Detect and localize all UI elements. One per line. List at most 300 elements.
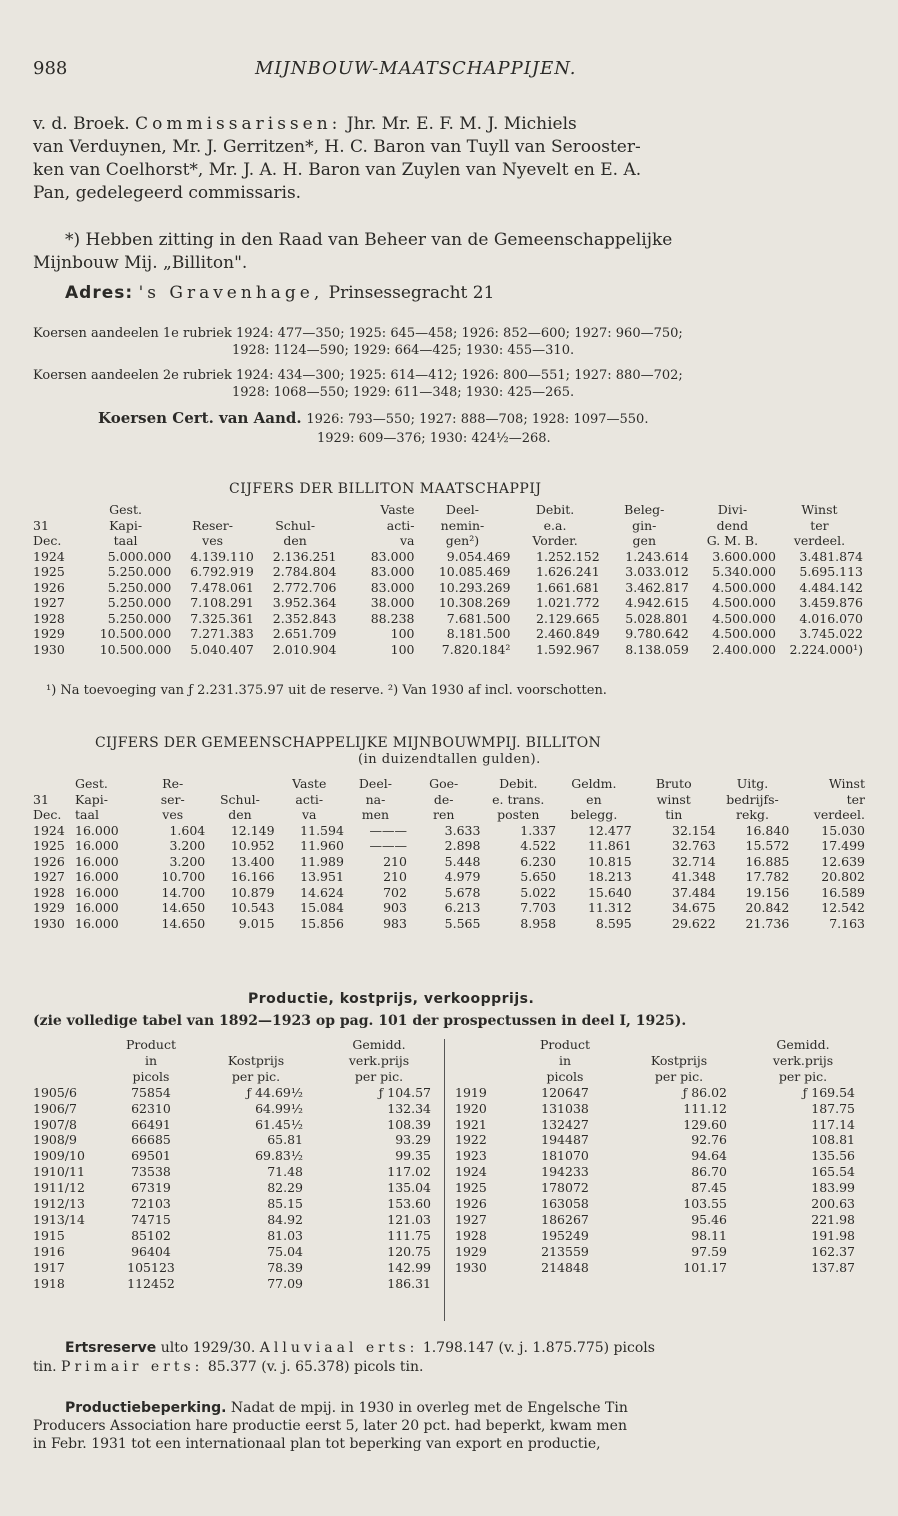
table-cell: verdeel. (793, 533, 846, 548)
table-cell: 153.60 (387, 1196, 431, 1212)
table-cell: 11.312 (587, 900, 632, 915)
table-cell: 31 (33, 517, 49, 533)
table-cell: 83.000 (370, 548, 415, 564)
table-cell: 132.34 (387, 1100, 431, 1116)
table-cell: 214848 (541, 1259, 589, 1275)
table-cell: 11.989 (300, 853, 344, 869)
table1-title: CIJFERS DER BILLITON MAATSCHAPPIJ (229, 481, 542, 497)
table-cell: 10.293.269 (438, 579, 511, 595)
table-cell: 10.543 (230, 900, 275, 915)
table-row (455, 1101, 867, 1117)
table-cell: 5.040.407 (190, 641, 254, 657)
table-cell: Divi- (717, 502, 748, 517)
table-cell: 12.639 (821, 853, 865, 869)
table-row (33, 611, 863, 627)
table-cell: 74715 (131, 1211, 171, 1227)
address-label: Adres: (65, 283, 134, 303)
table-row (33, 1117, 443, 1133)
ertsreserve-label: Ertsreserve (65, 1340, 157, 1356)
table-cell: 1920 (455, 1100, 487, 1116)
table-cell: 5.250.000 (107, 610, 172, 626)
table-cell: 16.000 (75, 838, 119, 853)
table-cell: 82.29 (267, 1180, 303, 1196)
table-cell: 16.840 (745, 822, 790, 838)
table-cell: 1928 (33, 884, 65, 900)
table-cell: 1921 (455, 1116, 487, 1132)
table-cell: 5.250.000 (107, 595, 172, 610)
koersen-cert-line-2: 1929: 609—376; 1930: 424½—268. (317, 431, 551, 446)
table-row (33, 1180, 443, 1196)
table-cell: Geldm. (571, 776, 617, 791)
table-cell: acti- (295, 791, 324, 807)
table-cell: 2.898 (444, 838, 481, 853)
table-cell: Dec. (33, 807, 62, 822)
table-cell: Product (540, 1037, 590, 1052)
table-cell: 120.75 (387, 1243, 431, 1259)
table-cell: 87.45 (691, 1180, 727, 1196)
table-cell: 3.481.874 (799, 548, 863, 564)
table-cell: men (361, 807, 390, 822)
table-cell: 213559 (541, 1243, 589, 1259)
table-cell: 1927 (455, 1211, 487, 1227)
table-cell: 1.626.241 (536, 564, 600, 579)
table-cell: 88.238 (370, 610, 415, 626)
koersen-cert-line (98, 409, 648, 427)
table-cell: 1928 (455, 1227, 487, 1243)
table-cell: Schul- (219, 791, 260, 807)
table-cell: 20.842 (745, 900, 790, 915)
table-cell: 200.63 (811, 1196, 855, 1212)
table-cell: gin- (632, 517, 657, 533)
table-cell: 16.000 (75, 869, 119, 884)
table-cell: Vaste (380, 502, 415, 517)
table-cell: 17.782 (745, 869, 790, 884)
table-cell: 2.784.804 (272, 564, 337, 579)
table-cell: 64.99½ (255, 1100, 303, 1116)
table-row (33, 1132, 443, 1148)
table-cell: 121.03 (387, 1211, 431, 1227)
table-cell: 16.000 (75, 853, 119, 869)
table-cell: 1912/13 (33, 1196, 85, 1212)
table-cell: 16.589 (821, 884, 865, 900)
table-row (33, 626, 863, 642)
table2-title: CIJFERS DER GEMEENSCHAPPELIJKE MIJNBOUWMPIJ. BILLITON (95, 735, 602, 751)
table-cell (254, 502, 337, 518)
table-cell: en (586, 791, 602, 807)
table-row (33, 838, 865, 854)
table-cell: 41.348 (672, 869, 716, 884)
table-cell: Product (126, 1037, 176, 1052)
table-cell: 81.03 (267, 1227, 303, 1243)
alluviaal-label: Alluviaal erts: (259, 1340, 419, 1356)
table-row (33, 1228, 443, 1244)
table-row (33, 564, 863, 580)
table-cell: 2.772.706 (272, 579, 337, 595)
table-cell: 3.200 (169, 838, 206, 853)
table-cell: 5.000.000 (107, 548, 172, 564)
table-cell: 98.11 (691, 1227, 727, 1243)
address-city: 's Gravenhage, (138, 283, 324, 303)
table-cell: e.a. (543, 517, 567, 533)
table-cell: 210 (383, 869, 407, 884)
table-row (33, 549, 863, 565)
productiebeperking-line-3: in Febr. 1931 tot een internationaal plan tot beperking van export en productie, (33, 1436, 601, 1452)
table-cell: Debit. (535, 502, 575, 517)
table-cell: 4.500.000 (712, 595, 776, 610)
table-cell (33, 1053, 105, 1069)
table-row (455, 1212, 867, 1228)
intro-line-2: van Verduynen, Mr. J. Gerritzen*, H. C. Baron van Tuyll van Serooster- (33, 137, 641, 157)
table-cell: 14.650 (161, 915, 206, 931)
table-cell: 3.633 (444, 822, 481, 838)
table-cell: 191.98 (811, 1227, 855, 1243)
table-cell: 1.021.772 (536, 595, 600, 610)
table-row (33, 1196, 443, 1212)
table-cell: 10.085.469 (438, 564, 511, 579)
table-row (33, 1260, 443, 1276)
table-cell: va (302, 807, 317, 822)
table-cell: 132427 (541, 1116, 589, 1132)
table-cell: 94.64 (691, 1148, 727, 1164)
address-line (65, 282, 494, 305)
table-header-row (33, 518, 863, 534)
table-cell: 10.500.000 (99, 626, 172, 641)
table-cell: 1905/6 (33, 1084, 77, 1100)
koersen-2-line-b: 1928: 1068—550; 1929: 611—348; 1930: 425—265. (232, 385, 575, 400)
table-cell: 16.000 (75, 822, 119, 838)
table-cell: verdeel. (813, 807, 865, 822)
table-row (455, 1196, 867, 1212)
table-cell: 10.500.000 (99, 641, 172, 657)
table-cell: 2.136.251 (272, 548, 337, 564)
table-cell: 67319 (131, 1180, 171, 1196)
table-cell: 1930 (33, 915, 65, 931)
table-cell: de- (433, 791, 454, 807)
table-cell: 13.951 (300, 869, 344, 884)
table-cell: 2.651.709 (272, 626, 337, 641)
table-cell (197, 1037, 315, 1053)
table-cell: 1.604 (169, 822, 206, 838)
table3-subtitle: (zie volledige tabel van 1892—1923 op pag. 101 der prospectussen in deel I, 1925). (33, 1013, 687, 1029)
table-cell: ƒ 104.57 (378, 1084, 431, 1100)
table-cell: 9.780.642 (625, 626, 689, 641)
table-cell (33, 1037, 105, 1053)
table-cell: 5.340.000 (712, 564, 776, 579)
page-title: MIJNBOUW-MAATSCHAPPIJEN. (255, 58, 577, 79)
table-cell: 1911/12 (33, 1180, 85, 1196)
table-cell: 1929 (455, 1243, 487, 1259)
table-cell: 1909/10 (33, 1148, 85, 1164)
table-cell: acti- (386, 517, 415, 533)
table-cell: Kapi- (75, 791, 109, 807)
table-header-row (33, 533, 863, 549)
table-cell: Kostprijs (227, 1052, 285, 1068)
table-cell: bedrijfs- (726, 791, 779, 807)
table-cell: 77.09 (267, 1275, 303, 1291)
table-cell: 4.942.615 (625, 595, 689, 610)
table-cell: va (399, 533, 415, 548)
productiebeperking-text: Nadat de mpij. in 1930 in overleg met de Engelsche Tin (230, 1400, 628, 1416)
table-cell: 103.55 (683, 1196, 727, 1212)
intro-text: v. d. Broek. (33, 114, 130, 134)
table-row (455, 1132, 867, 1148)
table-cell: 1915 (33, 1227, 65, 1243)
table-cell: 162.37 (811, 1243, 855, 1259)
table-cell: Vorder. (532, 533, 578, 548)
table-cell: 3.459.876 (799, 595, 863, 610)
table-cell: 1927 (33, 595, 65, 610)
table-cell: 112452 (127, 1275, 175, 1291)
table-row (33, 1164, 443, 1180)
table-cell: 117.14 (811, 1116, 855, 1132)
table-cell: 97.59 (691, 1243, 727, 1259)
table-cell: 2.224.000¹) (789, 641, 863, 657)
table-cell: 186.31 (387, 1275, 431, 1291)
table-cell: 86.70 (691, 1164, 727, 1180)
table-cell: 100 (390, 626, 415, 641)
address-street: Prinsessegracht 21 (328, 283, 495, 303)
table-cell: G. M. B. (706, 533, 759, 548)
table-cell: Winst (828, 776, 865, 791)
ertsreserve-text: 85.377 (v. j. 65.378) picols tin. (207, 1359, 424, 1375)
table-cell: 1930 (455, 1259, 487, 1275)
table-cell: 178072 (541, 1180, 589, 1196)
table-cell: den (228, 807, 252, 822)
table-cell: ves (162, 807, 184, 822)
table-cell: in (144, 1052, 158, 1068)
table-cell (619, 1037, 739, 1053)
table-cell: 85.15 (267, 1196, 303, 1212)
table-cell: verk.prijs (772, 1052, 834, 1068)
table-cell: 7.703 (520, 900, 557, 915)
ertsreserve-text: tin. (33, 1359, 57, 1375)
table-cell: 10.815 (587, 853, 632, 869)
table-cell (455, 1053, 511, 1069)
table-row (33, 900, 865, 916)
table-row (33, 1101, 443, 1117)
table-row (33, 916, 865, 932)
table-cell: 10.879 (230, 884, 275, 900)
table-cell: 16.166 (230, 869, 275, 884)
ertsreserve-text: 1.798.147 (v. j. 1.875.775) picols (422, 1340, 655, 1356)
table-header-row (33, 792, 865, 808)
table-cell: Deel- (358, 776, 392, 791)
table-cell (33, 502, 80, 518)
table-cell: Reser- (192, 517, 233, 533)
table-cell: 983 (383, 915, 407, 931)
table-header-row (33, 1069, 443, 1085)
table-cell: 5.650 (520, 869, 557, 884)
table-cell: 111.12 (683, 1100, 727, 1116)
table-cell: 1.252.152 (536, 548, 600, 564)
table-cell: 4.500.000 (712, 610, 776, 626)
table-cell: 7.681.500 (446, 610, 511, 626)
table-cell: 12.149 (230, 822, 275, 838)
table2-subtitle: (in duizendtallen gulden). (358, 752, 541, 767)
table-cell: 14.650 (161, 900, 206, 915)
table-cell: 2.400.000 (712, 641, 776, 657)
table-cell: 7.478.061 (190, 579, 254, 595)
table-cell: 1925 (33, 564, 65, 579)
table-cell: ——— (369, 822, 407, 838)
table-cell: 3.952.364 (272, 595, 337, 610)
table-cell: per pic. (778, 1068, 828, 1084)
table-cell: 78.39 (267, 1259, 303, 1275)
table-cell: 101.17 (683, 1259, 727, 1275)
table-row (455, 1085, 867, 1101)
table-cell: 15.640 (587, 884, 632, 900)
table-cell: ——— (369, 838, 407, 853)
table-cell: e. trans. (492, 791, 545, 807)
table-cell: 75.04 (267, 1243, 303, 1259)
table-header-row (455, 1053, 867, 1069)
table-cell: Beleg- (624, 502, 665, 517)
table-cell: 14.624 (300, 884, 344, 900)
table-cell: 5.565 (444, 915, 481, 931)
table-row (33, 1148, 443, 1164)
table-cell: 10.700 (161, 869, 206, 884)
table-cell: 5.022 (520, 884, 557, 900)
table-header-row (455, 1069, 867, 1085)
table-cell: in (558, 1052, 572, 1068)
table-cell: 1919 (455, 1084, 487, 1100)
koersen-2-line-a: Koersen aandeelen 2e rubriek 1924: 434—300; 1925: 614—412; 1926: 800—551; 1927: 880—702; (33, 368, 683, 383)
table-cell: 1923 (455, 1148, 487, 1164)
table-cell: 1910/11 (33, 1164, 85, 1180)
table-row (33, 1085, 443, 1101)
table-cell: 17.499 (821, 838, 865, 853)
table-cell: 15.084 (300, 900, 344, 915)
table-cell: 7.108.291 (190, 595, 254, 610)
table-cell: 1922 (455, 1132, 487, 1148)
table-cell: 1.243.614 (625, 548, 689, 564)
table-cell: nemin- (440, 517, 485, 533)
table-cell: tin (665, 807, 683, 822)
table-cell: 6.213 (444, 900, 481, 915)
table-cell: picols (132, 1068, 170, 1084)
note-line-1: *) Hebben zitting in den Raad van Beheer van de Gemeenschappelijke (65, 230, 673, 250)
table-cell: 66491 (131, 1116, 171, 1132)
table-cell: 1930 (33, 641, 65, 657)
table-cell: 1925 (455, 1180, 487, 1196)
table-cell: 7.163 (829, 915, 865, 931)
table-cell (205, 776, 274, 792)
table-cell: 129.60 (683, 1116, 727, 1132)
table-cell: 16.000 (75, 884, 119, 900)
table-cell: 4.139.110 (190, 548, 254, 564)
intro-line-1 (33, 113, 577, 136)
table-cell: 1924 (33, 548, 65, 564)
table-cell: rekg. (736, 807, 769, 822)
table-cell: 186267 (541, 1211, 589, 1227)
table-row (455, 1260, 867, 1276)
table-row (33, 1276, 443, 1292)
table-cell: 165.54 (811, 1164, 855, 1180)
table-cell: 32.714 (672, 853, 716, 869)
table-cell: 1926 (455, 1196, 487, 1212)
table-cell: dend (716, 517, 749, 533)
table-cell: picols (546, 1068, 584, 1084)
table-cell: 9.015 (238, 915, 275, 931)
table-row (33, 642, 863, 658)
table-cell: 5.448 (444, 853, 481, 869)
table-header-row (33, 1053, 443, 1069)
table-cell: 108.81 (811, 1132, 855, 1148)
table-cell: 8.181.500 (446, 626, 511, 641)
table-cell: 10.308.269 (438, 595, 511, 610)
table-cell: Kapi- (109, 517, 143, 533)
table-cell: 1924 (33, 822, 65, 838)
table-cell: Kostprijs (650, 1052, 708, 1068)
table-cell: 4.522 (520, 838, 557, 853)
table-cell: 1908/9 (33, 1132, 77, 1148)
table-cell: 111.75 (387, 1227, 431, 1243)
table-header-row (33, 1037, 443, 1053)
table-cell: 15.030 (821, 822, 865, 838)
table-cell (33, 776, 75, 792)
table-cell: 7.271.383 (190, 626, 254, 641)
table-cell: 72103 (131, 1196, 171, 1212)
table-cell: 19.156 (745, 884, 790, 900)
table-cell: 13.400 (230, 853, 275, 869)
table-cell: belegg. (570, 807, 618, 822)
table-cell: 135.56 (811, 1148, 855, 1164)
table-cell: 18.213 (587, 869, 632, 884)
table-cell: 92.76 (691, 1132, 727, 1148)
productiebeperking-label: Productiebeperking. (65, 1400, 227, 1416)
ertsreserve-line-1 (65, 1340, 655, 1356)
table-row (33, 580, 863, 596)
table-cell: 195249 (541, 1227, 589, 1243)
table-cell: Goe- (429, 776, 459, 791)
table-row (33, 854, 865, 870)
table-cell: 71.48 (267, 1164, 303, 1180)
table-cell: 16.885 (745, 853, 790, 869)
table-cell: ter (846, 791, 865, 807)
table-cell: 31 (33, 791, 49, 807)
table-row (455, 1244, 867, 1260)
table-cell: 38.000 (370, 595, 415, 610)
table-cell: 15.856 (300, 915, 344, 931)
table-cell: 1918 (33, 1275, 65, 1291)
table-row (455, 1117, 867, 1133)
table-cell: 4.484.142 (799, 579, 863, 595)
page-number: 988 (33, 58, 68, 79)
table-row (33, 869, 865, 885)
table-cell: 75854 (131, 1084, 171, 1100)
table-row (33, 823, 865, 839)
koersen-cert-label: Koersen Cert. van Aand. (98, 409, 302, 427)
table-cell: 99.35 (395, 1148, 431, 1164)
table-cell: 73538 (131, 1164, 171, 1180)
table-cell: 7.820.184² (441, 641, 511, 657)
table-cell: verk.prijs (348, 1052, 410, 1068)
table-cell: 62310 (131, 1100, 171, 1116)
table1-footnote: ¹) Na toevoeging van ƒ 2.231.375.97 uit de reserve. ²) Van 1930 af incl. voorschotten. (46, 683, 607, 698)
table-cell: 85102 (131, 1227, 171, 1243)
table-cell: 131038 (541, 1100, 589, 1116)
table-header-row (33, 776, 865, 792)
table-cell: 105123 (127, 1259, 175, 1275)
table-cell: 1926 (33, 853, 65, 869)
table-cell: ter (810, 517, 829, 533)
table-cell: 16.000 (75, 900, 119, 915)
production-table-left (33, 1037, 443, 1292)
table-cell: ren (432, 807, 455, 822)
table-cell: 1.337 (520, 822, 557, 838)
table-cell: 8.595 (595, 915, 632, 931)
table-cell: 1929 (33, 626, 65, 641)
